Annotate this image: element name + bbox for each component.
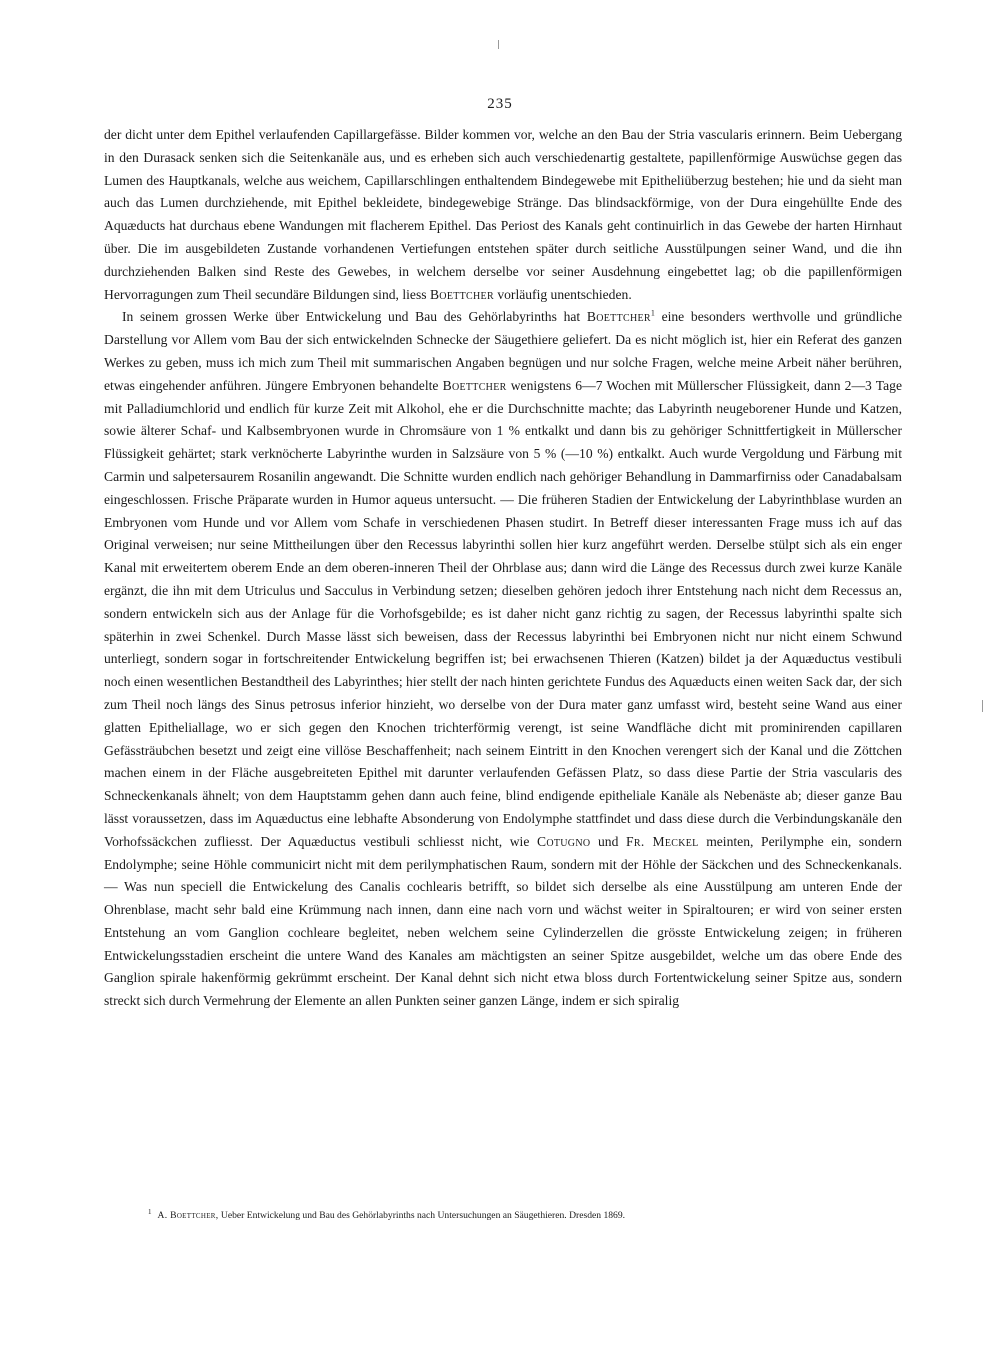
paragraph-1: der dicht unter dem Epithel verlaufenden Capillargefässe. Bilder kommen vor, welche an den Bau der Stria vascularis erinnern. Beim Uebergang in den Durasack senken sich die Seitenkanäle aus, und es erheben sich auch verschiedenartig gestaltete, papillenförmige Auswüchse gegen das Lumen des Hauptkanals, welche aus weichem, Capillarschlingen enthaltendem Bindegewebe mit Epitheliüberzug bestehen; hie und da sieht man auch das Lumen durchziehende, mit Epithel bekleidete, bindegewebige Stränge. Das blindsackförmige, von der Dura eingehüllte Ende des Aquæducts hat durchaus ebene Wandungen mit flacherem Epithel. Das Periost des Kanals geht continuirlich in das Gewebe der harten Hirnhaut über. Die im ausgebildeten Zustande vorhandenen Vertiefungen entstehen später durch seitliche Ausstülpungen seiner Wand, und die ihn durchziehenden Balken sind Reste des Gewebes, in welchem derselbe vor seiner Ausdehnung eingebettet lag; ob die papillenförmigen Hervorragungen zum Theil secundäre Bildungen sind, liess Boettcher vorläufig unentschieden. [104,127,902,302]
author-name: Fr. Meckel [626,833,699,849]
author-name: Boettcher [429,286,494,302]
footnote [148,1206,908,1222]
author-name: Cotugno [536,833,591,849]
scan-mark-top [498,40,499,49]
author-name: Boettcher [586,309,651,325]
footnote-marker: 1 [148,1208,152,1216]
author-name: Boettcher [442,377,507,393]
scan-mark-right [982,700,983,712]
body-text [104,124,902,1013]
footnote-text: Ueber Entwickelung und Bau des Gehörlabyrinths nach Untersuchungen an Säugethieren. Dresden 1869. [220,1210,626,1222]
footnote-author: A. Boettcher, [157,1210,219,1222]
page-number: 235 [487,96,513,112]
footnote-reference: 1 [650,308,655,318]
paragraph-2: In seinem grossen Werke über Entwickelung und Bau des Gehörlabyrinths hat Boettcher$^1$ eine besonders werthvolle und gründliche Darstellung vor Allem vom Bau der sich entwickelnden Schnecke der Säugethiere geliefert. Da es nicht möglich ist, hier ein Referat des ganzen Werkes zu geben, muss ich mich zum Theil mit summarischen Angaben begnügen und nur solche Fragen, welche meine Arbeit näher berühren, etwas eingehender anführen. Jüngere Embryonen behandelte Boettcher wenigstens 6—7 Wochen mit Müllerscher Flüssigkeit, dann 2—3 Tage mit Palladiumchlorid und endlich für kurze Zeit mit Alkohol, ehe er die Durchschnitte machte; das Labyrinth neugeborener Hunde und Katzen, sowie älterer Schaf- und Kalbsembryonen wurde in Chromsäure von 1 % entkalkt und dann bis zu gehöriger Schnittfertigkeit in Müllerscher Flüssigkeit gehärtet; stark verknöcherte Labyrinthe wurden in Salzsäure von 5 % (—10 %) entkalkt. Auch wurde Vergoldung und Färbung mit Carmin und salpetersaurem Rosanilin angewandt. Die Schnitte wurden endlich nach gehöriger Behandlung in Dammarfirniss oder Canadabalsam eingeschlossen. Frische Präparate wurden in Humor aqueus untersucht. — Die früheren Stadien der Entwickelung der Labyrinthblase wurden an Embryonen vom Hunde und vor Allem vom Schafe in verschiedenen Phasen studirt. In Betreff dieser interessanten Frage muss ich auf das Original verweisen; nur seine Mittheilungen über den Recessus labyrinthi sollen hier kurz angeführt werden. Derselbe stülpt sich als ein enger Kanal mit erweitertem oberem Ende an dem oberen-inneren Theil der Ohrblase aus; dann wird die Länge des Recessus durch zwei kurze Kanäle ergänzt, die ihn mit dem Utriculus und Sacculus in Verbindung setzen; dieselben gehören jedoch ihrer Entstehung nach nicht dem Recessus an, sondern entwickeln sich aus der Anlage für die Vorhofsgebilde; es ist daher nicht ganz richtig zu sagen, der Recessus labyrinthi spalte sich späterhin in zwei Schenkel. Durch Masse lässt sich beweisen, dass der Recessus labyrinthi bei Embryonen nicht nur nicht einem Schwund unterliegt, sondern sogar in fortschreitender Entwickelung begriffen ist; bei erwachsenen Thieren (Katzen) bildet ja der Aquæductus vestibuli noch einen wesentlichen Bestandtheil des Labyrinthes; hier stellt der nach hinten gerichtete Fundus des Aquæducts einen weiten Sack dar, der sich zum Theil noch längs des Sinus petrosus inferior hinzieht, wo derselbe von der Dura mater ganz umfasst wird, besteht seine Wand aus einer glatten Epitheliallage, wo er sich gegen den Knochen trichterförmig verengt, ist seine Wandfläche dicht mit prominirenden capillaren Gefässträubchen besetzt und zeigt eine villöse Beschaffenheit; nach seinem Eintritt in den Knochen verengert sich der Kanal und die Zöttchen machen einem in der Fläche ausgebreiteten Epithel mit darunter verlaufenden Gefässen Platz, so dass diese Partie der Stria vascularis des Schneckenkanals ähnelt; von dem Hauptstamm gehen dann auch feine, blind endigende epitheliale Kanäle als Nebenäste ab; dieser ganze Bau lässt voraussetzen, dass im Aquæductus eine lebhafte Absonderung von Endolymphe stattfindet und dass diese durch die Verbindungskanäle den Vorhofssäckchen zufliesst. Der Aquæductus vestibuli schliesst nicht, wie Cotugno und Fr. Meckel meinten, Perilymphe ein, sondern Endolymphe; seine Höhle communicirt nicht mit dem perilymphatischen Raum, sondern mit der Höhle der Säckchen und des Schneckenkanals. — Was nun speciell die Entwickelung des Canalis cochlearis betrifft, so bildet sich derselbe als eine Ausstülpung am unteren Ende der Ohrenblase, macht sehr bald eine Krümmung nach innen, dann eine nach vorn und wächst weiter in Spiraltouren; er wird von seiner ersten Entstehung an vom Ganglion cochleare begleitet, neben welchem seine Cylinderzellen die grösste Entwickelung zeigen; in früheren Entwickelungsstadien erscheint die untere Wand des Kanales am mächtigsten an seiner Spitze ausgebildet, welche um das obere Ende des Ganglion spirale hakenförmig gekrümmt erscheint. Der Kanal dehnt sich nicht etwa bloss durch Fortentwickelung seiner Spitze aus, sondern streckt sich durch Vermehrung der Elemente an allen Punkten seiner ganzen Länge, indem er sich spiralig [104,308,902,1009]
